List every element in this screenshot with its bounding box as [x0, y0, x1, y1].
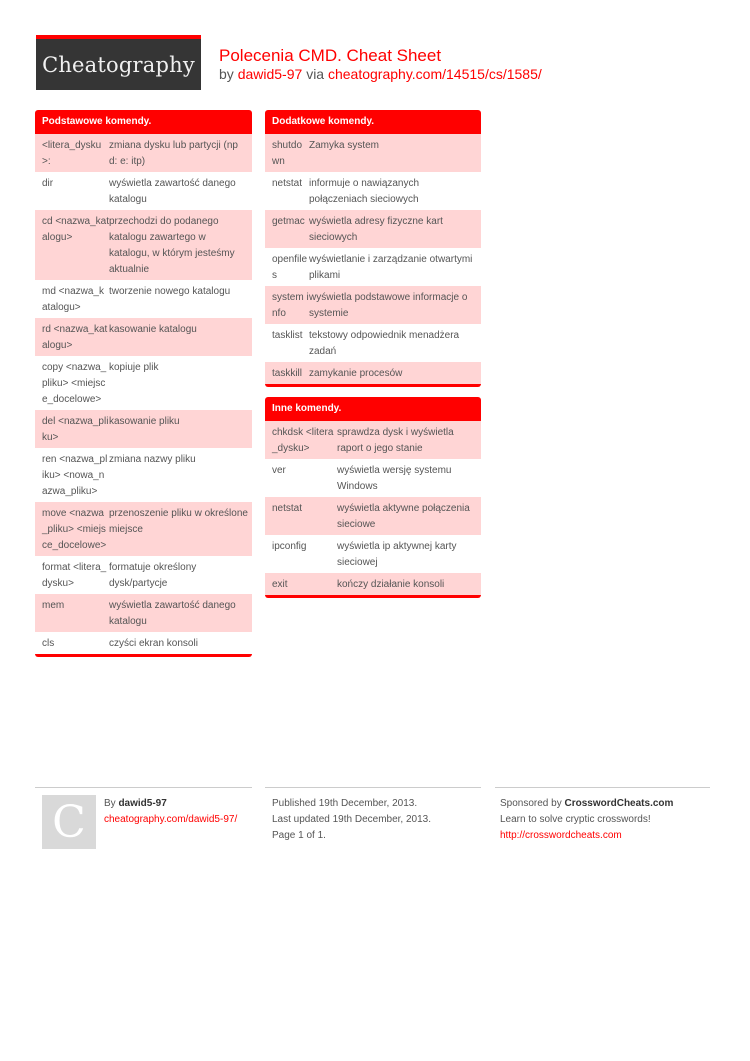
author-name: dawid5-97 — [118, 798, 167, 809]
table-row — [35, 210, 252, 280]
cheatography-logo[interactable] — [36, 35, 201, 90]
command-description: wyświetla wersję systemu Windows — [337, 465, 452, 492]
command-name: taskkill — [272, 368, 303, 379]
command-description: formatuje określony dysk/partycje — [109, 562, 197, 589]
table-row — [265, 535, 481, 573]
command-description: kasowanie katalogu — [109, 324, 197, 335]
table-row — [265, 421, 481, 459]
footer-author — [104, 796, 237, 828]
by-label: by — [219, 66, 234, 82]
column-left — [35, 110, 252, 667]
table-row — [265, 248, 481, 286]
column-right — [265, 110, 481, 608]
updated-date: Last updated 19th December, 2013. — [272, 814, 432, 825]
table-row — [35, 356, 252, 410]
footer-divider — [35, 787, 252, 788]
command-name: shutdown — [272, 140, 303, 167]
table-row — [35, 172, 252, 210]
command-name: dir — [42, 178, 54, 189]
byline — [219, 66, 542, 82]
author-profile-link[interactable]: cheatography.com/dawid5-97/ — [104, 814, 238, 825]
command-description: zmiana nazwy pliku — [109, 454, 196, 465]
command-description: przenoszenie pliku w określone miejsce — [109, 508, 248, 535]
command-description: wyświetla podstawowe informacje o systemie — [309, 292, 468, 319]
table-row — [35, 134, 252, 172]
command-name: cls — [42, 638, 55, 649]
command-name: openfiles — [272, 254, 308, 281]
table-row — [35, 594, 252, 632]
section-title: Podstawowe komendy. — [35, 110, 252, 134]
command-name: format <litera_dysku> — [42, 562, 107, 589]
command-description: zamykanie procesów — [309, 368, 403, 379]
section-dodatkowe-komendy — [265, 110, 481, 387]
command-name: ver — [272, 465, 286, 476]
command-name: copy <nazwa_pliku> <miejsce_docelowe> — [42, 362, 107, 405]
command-name: md <nazwa_katalogu> — [42, 286, 104, 313]
command-description: kopiuje plik — [109, 362, 159, 373]
command-name: ren <nazwa_pliku> <nowa_nazwa_pliku> — [42, 454, 108, 497]
logo-text: Cheatography — [42, 52, 195, 77]
command-name: exit — [272, 579, 288, 590]
command-name: netstat — [272, 503, 303, 514]
command-description: wyświetla aktywne połączenia sieciowe — [337, 503, 470, 530]
command-description: kończy działanie konsoli — [337, 579, 445, 590]
sheet-url-link[interactable]: cheatography.com/14515/cs/1585/ — [327, 66, 542, 82]
table-row — [35, 410, 252, 448]
table-row — [35, 632, 252, 654]
command-name: netstat — [272, 178, 303, 189]
author-avatar[interactable]: C — [42, 795, 96, 849]
command-description: Zamyka system — [309, 140, 380, 151]
table-row — [265, 362, 481, 384]
command-name: del <nazwa_pliku> — [42, 416, 109, 443]
command-name: chkdsk <litera_dysku> — [272, 427, 334, 454]
table-row — [35, 448, 252, 502]
command-description: tekstowy odpowiednik menadżera zadań — [309, 330, 460, 357]
command-description: wyświetla ip aktywnej karty sieciowej — [337, 541, 457, 568]
command-name: move <nazwa_pliku> <miejsce_docelowe> — [42, 508, 107, 551]
command-description: kasowanie pliku — [109, 416, 180, 427]
by-label: By — [104, 798, 116, 809]
command-description: tworzenie nowego katalogu — [109, 286, 231, 297]
table-row — [265, 286, 481, 324]
command-name: rd <nazwa_katalogu> — [42, 324, 108, 351]
command-description: wyświetlanie i zarządzanie otwartymi plikami — [309, 254, 473, 281]
command-name: ipconfig — [272, 541, 307, 552]
table-row — [35, 318, 252, 356]
table-row — [265, 134, 481, 172]
page-title: Polecenia CMD. Cheat Sheet — [219, 46, 442, 65]
table-row — [265, 459, 481, 497]
footer-dates — [272, 796, 431, 844]
section-title: Inne komendy. — [265, 397, 481, 421]
sponsor-tagline: Learn to solve cryptic crosswords! — [500, 814, 651, 825]
sponsored-label: Sponsored by — [500, 798, 562, 809]
sponsor-name: CrosswordCheats.com — [564, 798, 674, 809]
author-link[interactable]: dawid5-97 — [237, 66, 303, 82]
command-name: mem — [42, 600, 65, 611]
table-row — [265, 210, 481, 248]
table-row — [35, 502, 252, 556]
page-count: Page 1 of 1. — [272, 830, 326, 841]
table-row — [265, 497, 481, 535]
command-name: tasklist — [272, 330, 303, 341]
command-name: <litera_dysku>: — [42, 140, 102, 167]
command-name: system info — [272, 292, 309, 319]
command-description: wyświetla zawartość danego katalogu — [109, 178, 236, 205]
via-label: via — [306, 66, 325, 82]
footer-sponsor — [500, 796, 673, 844]
published-date: Published 19th December, 2013. — [272, 798, 418, 809]
command-description: przechodzi do podanego katalogu zawartego w katalogu, w którym jesteśmy aktualnie — [109, 216, 235, 275]
command-description: wyświetla zawartość danego katalogu — [109, 600, 236, 627]
table-row — [265, 324, 481, 362]
sponsor-link[interactable]: http://crosswordcheats.com — [500, 830, 622, 841]
section-title: Dodatkowe komendy. — [265, 110, 481, 134]
command-description: informuje o nawiązanych połączeniach sieciowych — [309, 178, 420, 205]
command-description: sprawdza dysk i wyświetla raport o jego stanie — [337, 427, 454, 454]
section-inne-komendy — [265, 397, 481, 598]
table-row — [35, 556, 252, 594]
command-description: zmiana dysku lub partycji (np d: e: itp) — [109, 140, 238, 167]
section-podstawowe-komendy — [35, 110, 252, 657]
footer-divider — [265, 787, 481, 788]
command-description: wyświetla adresy fizyczne kart sieciowych — [309, 216, 443, 243]
command-name: getmac — [272, 216, 305, 227]
table-row — [35, 280, 252, 318]
table-row — [265, 172, 481, 210]
table-row — [265, 573, 481, 595]
command-description: czyści ekran konsoli — [109, 638, 198, 649]
footer-divider — [495, 787, 710, 788]
command-name: cd <nazwa_katalogu> — [42, 216, 109, 243]
